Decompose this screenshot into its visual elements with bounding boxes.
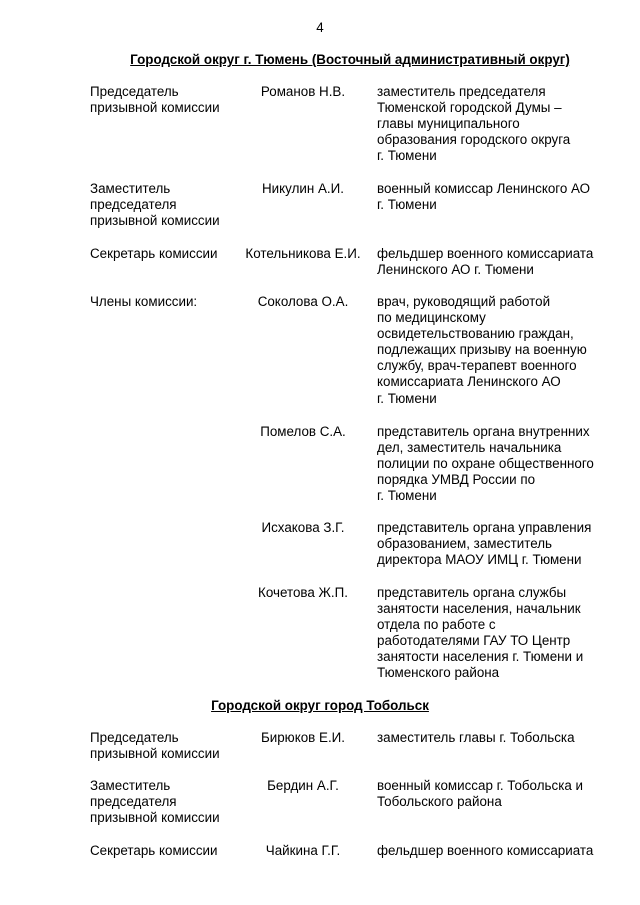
entry-description: фельдшер военного комиссариата Ленинского АО г. Тюмени xyxy=(377,246,594,278)
entry-role: Секретарь комиссии xyxy=(90,246,218,261)
entry-name: Романов Н.В. xyxy=(260,84,346,99)
entry-description: военный комиссар Ленинского АО г. Тюмени xyxy=(377,181,591,213)
entry-description: представитель органа службы занятости населения, начальник отдела по работе с работодателями ГАУ ТО Центр занятости населения г. Тюмени и Тюменского района xyxy=(377,585,584,681)
page-number: 4 xyxy=(316,20,324,35)
entry-description: представитель органа управления образованием, заместитель директора МАОУ ИМЦ г. Тюмени xyxy=(377,520,592,568)
section-title-tyumen: Городской округ г. Тюмень (Восточный административный округ) xyxy=(130,52,570,67)
entry-name: Исхакова З.Г. xyxy=(261,520,345,535)
entry-name: Никулин А.И. xyxy=(262,181,344,196)
entry-description: заместитель председателя Тюменской городской Думы – главы муниципального образования городского округа г. Тюмени xyxy=(377,84,571,164)
entry-description: заместитель главы г. Тобольска xyxy=(377,730,575,745)
entry-description: фельдшер военного комиссариата xyxy=(377,843,594,858)
entry-name: Чайкина Г.Г. xyxy=(265,843,341,858)
entry-name: Бердин А.Г. xyxy=(267,778,339,793)
entry-description: военный комиссар г. Тобольска и Тобольского района xyxy=(377,778,583,810)
entry-role: Секретарь комиссии xyxy=(90,843,218,858)
entry-name: Котельникова Е.И. xyxy=(245,246,361,261)
entry-name: Бирюков Е.И. xyxy=(260,730,346,745)
entry-role: Члены комиссии: xyxy=(90,294,198,309)
entry-name: Кочетова Ж.П. xyxy=(258,585,348,600)
entry-description: представитель органа внутренних дел, заместитель начальника полиции по охране общественного порядка УМВД России по г. Тюмени xyxy=(377,424,594,504)
entry-description: врач, руководящий работой по медицинскому освидетельствованию граждан, подлежащих призыву на военную службу, врач-терапевт военного комиссариата Ленинского АО г. Тюмени xyxy=(377,294,587,406)
entry-name: Помелов С.А. xyxy=(260,424,346,439)
section-title-tobolsk: Городской округ город Тобольск xyxy=(211,698,429,713)
entry-role: Заместитель председателя призывной комиссии xyxy=(90,181,220,229)
entry-role: Председатель призывной комиссии xyxy=(90,730,220,762)
entry-role: Председатель призывной комиссии xyxy=(90,84,220,116)
entry-name: Соколова О.А. xyxy=(257,294,349,309)
entry-role: Заместитель председателя призывной комиссии xyxy=(90,778,220,826)
